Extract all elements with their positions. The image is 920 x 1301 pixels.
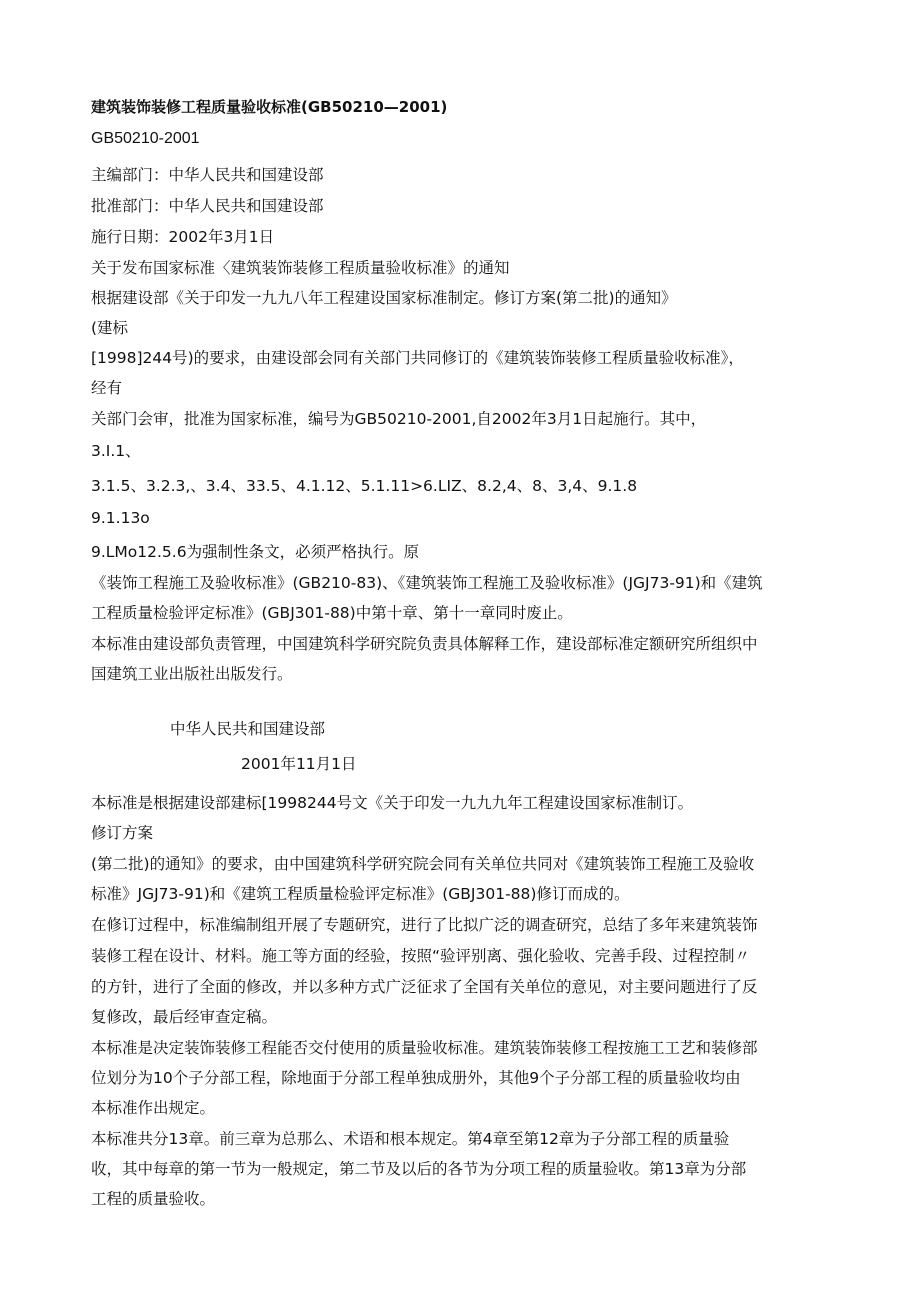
- text-line: 复修改，最后经审查定稿。: [91, 1008, 278, 1026]
- text-line: 关部门会审，批准为国家标准，编号为GB50210-2001,自2002年3月1日起施行。其中，: [91, 410, 707, 428]
- standard-code: GB50210-2001: [91, 130, 200, 147]
- text-line: (第二批)的通知》的要求，由中国建筑科学研究院会同有关单位共同对《建筑装饰工程施工及验收: [91, 855, 755, 873]
- text-line: 收，其中每章的第一节为一般规定，第二节及以后的各节为分项工程的质量验收。第13章为分部: [91, 1160, 747, 1178]
- text-line: 位划分为10个子分部工程，除地面于分部工程单独成册外，其他9个子分部工程的质量验收均由: [91, 1069, 741, 1087]
- text-line: 本标准作出规定。: [91, 1099, 216, 1117]
- text-line: 在修订过程中，标准编制组开展了专题研究，进行了比拟广泛的调查研究，总结了多年来建筑装饰: [91, 916, 758, 934]
- text-line: 标准》JGJ73-91)和《建筑工程质量检验评定标准》(GBJ301-88)修订而成的。: [91, 885, 630, 903]
- text-line: 本标准共分13章。前三章为总那么、术语和根本规定。第4章至第12章为子分部工程的质量验: [91, 1130, 730, 1148]
- signature-issuer: 中华人民共和国建设部: [170, 720, 326, 738]
- text-line: [1998]244号)的要求，由建设部会同有关部门共同修订的《建筑装饰装修工程质量验收标准》，: [91, 349, 744, 367]
- clause-list-line: 3.1.5、3.2.3,、3.4、33.5、4.1.12、5.1.11>6.LIZ、8.2,4、8、3,4、9.1.8: [91, 477, 638, 495]
- notice-title: 关于发布国家标准〈建筑装饰装修工程质量验收标准》的通知: [91, 259, 510, 277]
- approval-dept-line: 批准部门：中华人民共和国建设部: [91, 197, 324, 215]
- text-line: 经有: [91, 379, 123, 397]
- document-title: 建筑装饰装修工程质量验收标准(GB50210—2001): [91, 98, 448, 116]
- text-line: 《装饰工程施工及验收标准》(GB210-83)、《建筑装饰工程施工及验收标准》(JGJ73-91)和《建筑: [91, 574, 763, 592]
- text-line: 修订方案: [91, 824, 154, 842]
- clause-list-line: 9.1.13o: [91, 509, 150, 527]
- text-line: 9.LMo12.5.6为强制性条文，必须严格执行。原: [91, 543, 420, 561]
- chief-editor-line: 主编部门：中华人民共和国建设部: [91, 166, 324, 184]
- signature-date: 2001年11月1日: [241, 755, 357, 773]
- text-line: 工程质量检验评定标准》(GBJ301-88)中第十章、第十一章同时废止。: [91, 604, 573, 622]
- text-line: 国建筑工业出版社出版发行。: [91, 665, 293, 683]
- text-line: 工程的质量验收。: [91, 1190, 216, 1208]
- text-line: 本标准是根据建设部建标[1998244号文《关于印发一九九九年工程建设国家标准制订。: [91, 794, 694, 812]
- text-line: 本标准由建设部负责管理，中国建筑科学研究院负责具体解释工作，建设部标准定额研究所组织中: [91, 635, 758, 653]
- text-line: 根据建设部《关于印发一九九八年工程建设国家标准制定。修订方案(第二批)的通知》: [91, 289, 677, 307]
- text-line: (建标: [91, 319, 129, 337]
- text-line: 的方针，进行了全面的修改，并以多种方式广泛征求了全国有关单位的意见，对主要问题进行了反: [91, 978, 758, 996]
- text-line: 本标准是决定装饰装修工程能否交付使用的质量验收标准。建筑装饰装修工程按施工工艺和装修部: [91, 1039, 758, 1057]
- clause-list-line: 3.I.1、: [91, 442, 141, 460]
- text-line: 装修工程在设计、材料。施工等方面的经验，按照“验评别离、强化验收、完善手段、过程控制〃: [91, 947, 751, 965]
- effective-date-line: 施行日期：2002年3月1日: [91, 228, 275, 246]
